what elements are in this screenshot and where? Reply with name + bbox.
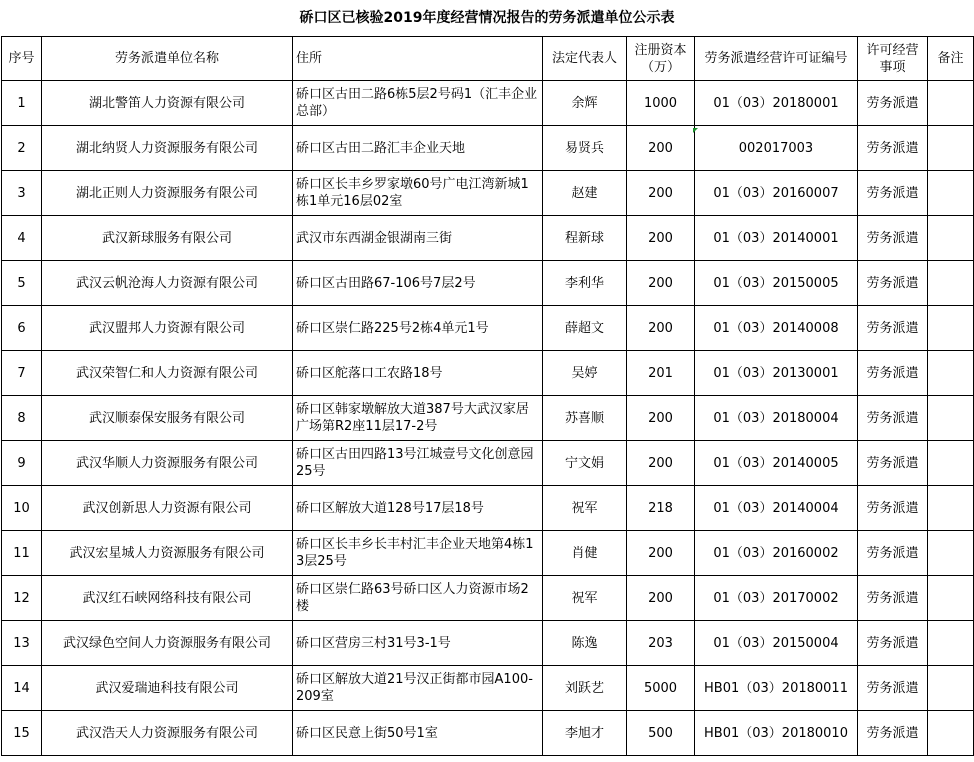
- cell-rep: 陈逸: [543, 621, 627, 666]
- cell-note: [928, 441, 974, 486]
- cell-no: 11: [2, 531, 42, 576]
- table-row: [2, 531, 974, 576]
- cell-no: 14: [2, 666, 42, 711]
- cell-note: [928, 711, 974, 756]
- cell-no: 5: [2, 261, 42, 306]
- cell-address: 硚口区解放大道128号17层18号: [293, 486, 543, 531]
- cell-rep: 易贤兵: [543, 126, 627, 171]
- cell-item: 劳务派遣: [858, 306, 928, 351]
- cell-address: 武汉市东西湖金银湖南三街: [293, 216, 543, 261]
- table-row: [2, 396, 974, 441]
- header-no: 序号: [2, 37, 42, 81]
- cell-license: 01（03）20130001: [695, 351, 858, 396]
- cell-address: 硚口区古田二路汇丰企业天地: [293, 126, 543, 171]
- header-rep: 法定代表人: [543, 37, 627, 81]
- cell-item: 劳务派遣: [858, 486, 928, 531]
- cell-rep: 赵建: [543, 171, 627, 216]
- cell-item: 劳务派遣: [858, 261, 928, 306]
- cell-rep: 苏喜顺: [543, 396, 627, 441]
- cell-capital: 500: [627, 711, 695, 756]
- table-row: [2, 486, 974, 531]
- cell-note: [928, 531, 974, 576]
- cell-license: 002017003: [695, 126, 858, 171]
- cell-name: 武汉红石峡网络科技有限公司: [42, 576, 293, 621]
- table-row: [2, 621, 974, 666]
- cell-rep: 薛超文: [543, 306, 627, 351]
- cell-name: 武汉浩天人力资源服务有限公司: [42, 711, 293, 756]
- cell-item: 劳务派遣: [858, 441, 928, 486]
- cell-license: 01（03）20140004: [695, 486, 858, 531]
- page-title: 硚口区已核验2019年度经营情况报告的劳务派遣单位公示表: [299, 10, 675, 26]
- cell-name: 武汉创新思人力资源有限公司: [42, 486, 293, 531]
- cell-address: 硚口区崇仁路63号硚口区人力资源市场2楼: [293, 576, 543, 621]
- cell-no: 1: [2, 81, 42, 126]
- cell-item: 劳务派遣: [858, 171, 928, 216]
- cell-capital: 200: [627, 216, 695, 261]
- cell-rep: 程新球: [543, 216, 627, 261]
- table-row: [2, 171, 974, 216]
- cell-rep: 吴婷: [543, 351, 627, 396]
- cell-rep: 李利华: [543, 261, 627, 306]
- cell-no: 15: [2, 711, 42, 756]
- cell-note: [928, 576, 974, 621]
- cell-name: 湖北警笛人力资源有限公司: [42, 81, 293, 126]
- cell-license: 01（03）20140001: [695, 216, 858, 261]
- cell-capital: 200: [627, 441, 695, 486]
- cell-address: 硚口区舵落口工农路18号: [293, 351, 543, 396]
- cell-address: 硚口区解放大道21号汉正街都市园A100-209室: [293, 666, 543, 711]
- cell-no: 12: [2, 576, 42, 621]
- cell-no: 6: [2, 306, 42, 351]
- cell-address: 硚口区长丰乡罗家墩60号广电江湾新城1栋1单元16层02室: [293, 171, 543, 216]
- cell-rep: 李旭才: [543, 711, 627, 756]
- cell-name: 武汉盟邦人力资源有限公司: [42, 306, 293, 351]
- cell-item: 劳务派遣: [858, 126, 928, 171]
- header-row: [2, 37, 974, 81]
- cell-capital: 200: [627, 171, 695, 216]
- cell-note: [928, 126, 974, 171]
- cell-name: 湖北正则人力资源服务有限公司: [42, 171, 293, 216]
- cell-no: 3: [2, 171, 42, 216]
- header-item: 许可经营事项: [858, 37, 928, 81]
- cell-name: 武汉荣智仁和人力资源有限公司: [42, 351, 293, 396]
- cell-capital: 201: [627, 351, 695, 396]
- cell-item: 劳务派遣: [858, 666, 928, 711]
- cell-capital: 200: [627, 261, 695, 306]
- cell-name: 武汉新球服务有限公司: [42, 216, 293, 261]
- cell-no: 13: [2, 621, 42, 666]
- table-row: [2, 261, 974, 306]
- cell-name: 武汉爱瑞迪科技有限公司: [42, 666, 293, 711]
- cell-address: 硚口区长丰乡长丰村汇丰企业天地第4栋13层25号: [293, 531, 543, 576]
- cell-capital: 218: [627, 486, 695, 531]
- cell-capital: 203: [627, 621, 695, 666]
- cell-name: 武汉绿色空间人力资源服务有限公司: [42, 621, 293, 666]
- table-row: [2, 666, 974, 711]
- cell-license: 01（03）20180001: [695, 81, 858, 126]
- cell-no: 2: [2, 126, 42, 171]
- cell-name: 湖北纳贤人力资源服务有限公司: [42, 126, 293, 171]
- cell-capital: 200: [627, 531, 695, 576]
- cell-no: 8: [2, 396, 42, 441]
- cell-capital: 200: [627, 306, 695, 351]
- cell-capital: 200: [627, 396, 695, 441]
- cell-note: [928, 216, 974, 261]
- header-capital: 注册资本（万）: [627, 37, 695, 81]
- cell-license: 01（03）20160007: [695, 171, 858, 216]
- cell-no: 7: [2, 351, 42, 396]
- table-row: [2, 126, 974, 171]
- cell-note: [928, 351, 974, 396]
- cell-license: 01（03）20150004: [695, 621, 858, 666]
- cell-item: 劳务派遣: [858, 216, 928, 261]
- cell-note: [928, 306, 974, 351]
- cell-item: 劳务派遣: [858, 531, 928, 576]
- cell-capital: 1000: [627, 81, 695, 126]
- cell-note: [928, 486, 974, 531]
- cell-item: 劳务派遣: [858, 576, 928, 621]
- cell-capital: 5000: [627, 666, 695, 711]
- cell-license: HB01（03）20180011: [695, 666, 858, 711]
- table-row: [2, 576, 974, 621]
- cell-rep: 肖健: [543, 531, 627, 576]
- cell-address: 硚口区营房三村31号3-1号: [293, 621, 543, 666]
- cell-license: HB01（03）20180010: [695, 711, 858, 756]
- table-row: [2, 306, 974, 351]
- cell-name: 武汉顺泰保安服务有限公司: [42, 396, 293, 441]
- table-row: [2, 81, 974, 126]
- table-row: [2, 216, 974, 261]
- header-address: 住所: [293, 37, 543, 81]
- cell-note: [928, 81, 974, 126]
- cell-comment-marker: [693, 128, 698, 133]
- header-license: 劳务派遣经营许可证编号: [695, 37, 858, 81]
- cell-license: 01（03）20150005: [695, 261, 858, 306]
- header-note: 备注: [928, 37, 974, 81]
- cell-address: 硚口区民意上街50号1室: [293, 711, 543, 756]
- cell-item: 劳务派遣: [858, 396, 928, 441]
- cell-address: 硚口区韩家墩解放大道387号大武汉家居广场第R2座11层17-2号: [293, 396, 543, 441]
- cell-license: 01（03）20140005: [695, 441, 858, 486]
- cell-note: [928, 621, 974, 666]
- cell-note: [928, 171, 974, 216]
- cell-no: 4: [2, 216, 42, 261]
- cell-address: 硚口区古田四路13号江城壹号文化创意园25号: [293, 441, 543, 486]
- cell-license: 01（03）20140008: [695, 306, 858, 351]
- cell-address: 硚口区古田路67-106号7层2号: [293, 261, 543, 306]
- cell-note: [928, 396, 974, 441]
- cell-name: 武汉华顺人力资源服务有限公司: [42, 441, 293, 486]
- cell-item: 劳务派遣: [858, 351, 928, 396]
- cell-name: 武汉云帆沧海人力资源有限公司: [42, 261, 293, 306]
- cell-license: 01（03）20170002: [695, 576, 858, 621]
- cell-rep: 宁文娟: [543, 441, 627, 486]
- registry-table: [1, 36, 974, 756]
- cell-item: 劳务派遣: [858, 711, 928, 756]
- cell-note: [928, 666, 974, 711]
- cell-address: 硚口区古田二路6栋5层2号码1（汇丰企业总部）: [293, 81, 543, 126]
- cell-capital: 200: [627, 576, 695, 621]
- cell-item: 劳务派遣: [858, 81, 928, 126]
- cell-license: 01（03）20180004: [695, 396, 858, 441]
- cell-item: 劳务派遣: [858, 621, 928, 666]
- cell-rep: 刘跃艺: [543, 666, 627, 711]
- cell-no: 9: [2, 441, 42, 486]
- cell-rep: 祝军: [543, 576, 627, 621]
- cell-rep: 余辉: [543, 81, 627, 126]
- cell-name: 武汉宏星城人力资源服务有限公司: [42, 531, 293, 576]
- cell-rep: 祝军: [543, 486, 627, 531]
- header-name: 劳务派遣单位名称: [42, 37, 293, 81]
- cell-license: 01（03）20160002: [695, 531, 858, 576]
- table-row: [2, 351, 974, 396]
- table-row: [2, 441, 974, 486]
- cell-capital: 200: [627, 126, 695, 171]
- table-row: [2, 711, 974, 756]
- cell-no: 10: [2, 486, 42, 531]
- cell-note: [928, 261, 974, 306]
- cell-address: 硚口区崇仁路225号2栋4单元1号: [293, 306, 543, 351]
